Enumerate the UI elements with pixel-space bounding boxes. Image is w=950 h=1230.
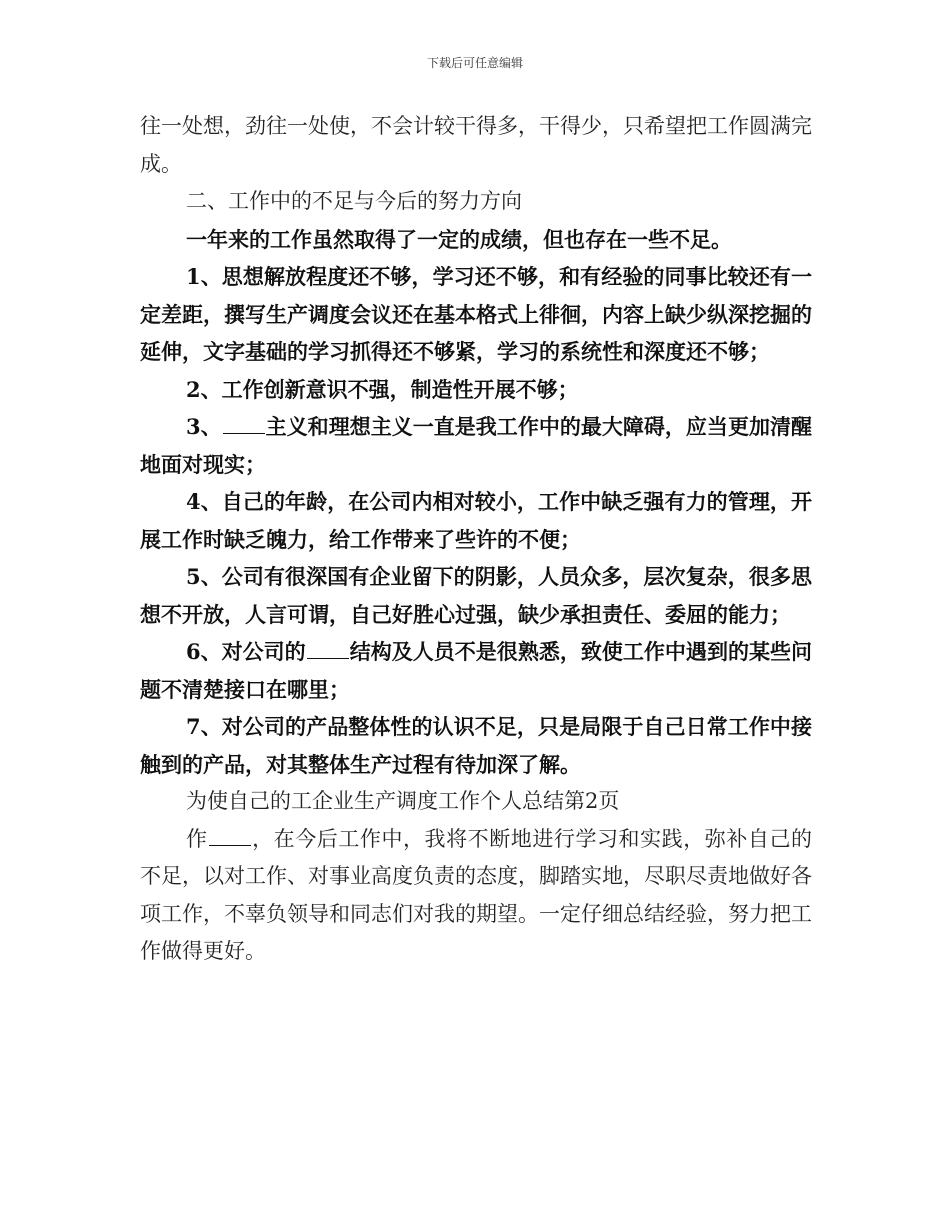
list-item-6 — [140, 633, 812, 708]
paragraph-closing — [140, 821, 812, 971]
list-item-1: 1、思想解放程度还不够，学习还不够，和有经验的同事比较还有一定差距，撰写生产调度会议还在基本格式上徘徊，内容上缺少纵深挖掘的延伸，文字基础的学习抓得还不够紧，学习的系统性和深度还不够； — [140, 264, 812, 364]
list-item-6-prefix: 6、对公司的 — [186, 639, 306, 664]
list-item-3 — [140, 408, 812, 483]
paragraph-closing-prefix: 作 — [186, 826, 208, 851]
paragraph-closing-text: ，在今后工作中，我将不断地进行学习和实践，弥补自己的不足，以对工作、对事业高度负责的态度，脚踏实地，尽职尽责地做好各项工作，不辜负领导和同志们对我的期望。一定仔细总结经验，努力把工作做得更好。 — [140, 826, 813, 963]
page-header: 下载后可任意编辑 — [426, 56, 523, 70]
paragraph-continuation: 往一处想，劲往一处使，不会计较干得多，干得少，只希望把工作圆满完成。 — [140, 114, 812, 176]
list-item-6-text: 结构及人员不是很熟悉，致使工作中遇到的某些问题不清楚接口在哪里； — [140, 639, 812, 702]
section-heading: 二、工作中的不足与今后的努力方向 — [186, 189, 522, 213]
list-item-3-prefix: 3、 — [186, 414, 222, 439]
list-item-2: 2、工作创新意识不强，制造性开展不够； — [186, 376, 579, 402]
document-body — [140, 108, 812, 971]
list-item-4: 4、自己的年龄，在公司内相对较小，工作中缺乏强有力的管理，开展工作时缺乏魄力，给工作带来了些许的不便； — [140, 489, 812, 552]
page-break-title: 为使自己的工企业生产调度工作个人总结第2页 — [186, 789, 620, 813]
blank-underline — [307, 638, 349, 659]
list-item-7: 7、对公司的产品整体性的认识不足，只是局限于自己日常工作中接触到的产品，对其整体生产过程有待加深了解。 — [140, 714, 812, 777]
blank-underline — [223, 413, 265, 434]
list-item-3-text: 主义和理想主义一直是我工作中的最大障碍，应当更加清醒地面对现实； — [140, 414, 812, 477]
list-item-5: 5、公司有很深国有企业留下的阴影，人员众多，层次复杂，很多思想不开放，人言可谓，自己好胜心过强，缺少承担责任、委屈的能力； — [140, 564, 812, 627]
paragraph-intro: 一年来的工作虽然取得了一定的成绩，但也存在一些不足。 — [186, 226, 732, 252]
blank-underline — [209, 825, 251, 846]
